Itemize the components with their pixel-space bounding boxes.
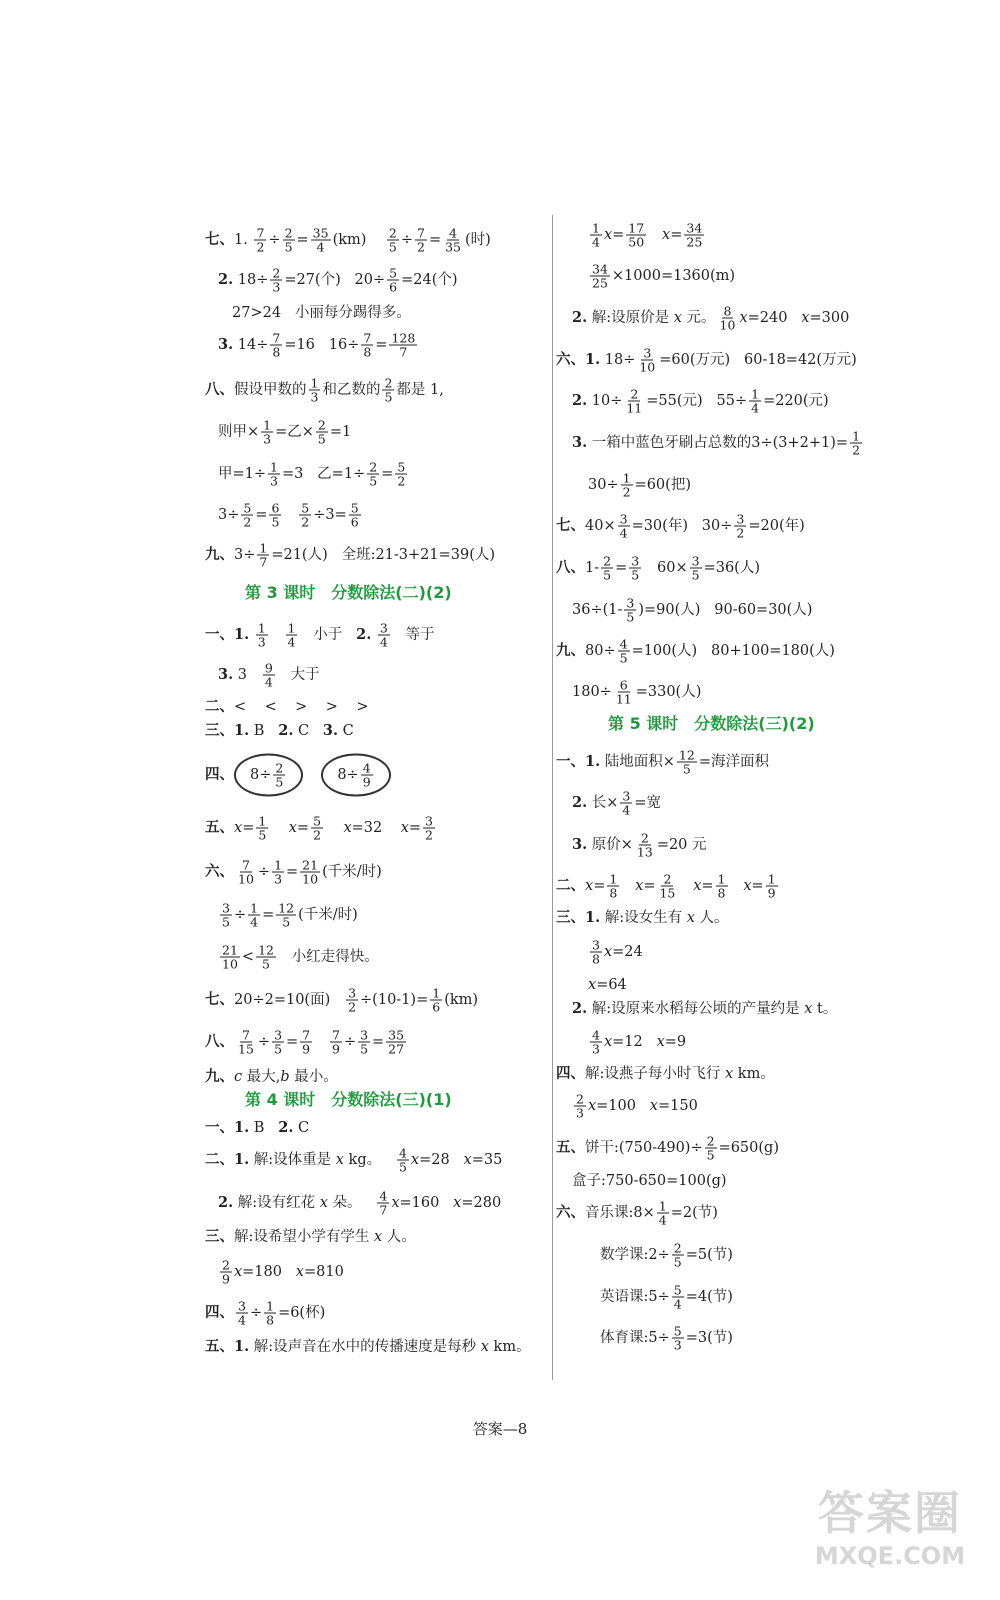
answer-line: $\frac{3}{8}$ x=24	[592, 937, 643, 967]
section-label: 八、	[556, 559, 585, 576]
answer-line: $\frac{3}{5}$ ÷ $\frac{1}{4}$ = $\frac{12}{5}$ (千米/时)	[222, 900, 358, 930]
section-label: 一、	[556, 753, 585, 770]
section-label: 五、	[205, 819, 234, 836]
answer-line: 四、解:设燕子每小时飞行 x km。	[556, 1065, 775, 1082]
column-divider	[552, 215, 553, 1380]
answer-line: 二、< < > > >	[205, 698, 369, 715]
answer-line: 三、1. B 2. C 3. C	[205, 722, 354, 739]
answer-line: 36÷(1- $\frac{3}{5}$ )=90(人) 90-60=30(人)	[572, 595, 813, 625]
answer-line: 2. 解:设原来水稻每公顷的产量约是 x t。	[572, 1000, 838, 1017]
section-label: 四、	[556, 1065, 585, 1082]
answer-line: 八、假设甲数的 $\frac{1}{3}$ 和乙数的 $\frac{2}{5}$ 都是 1,	[205, 375, 444, 405]
answer-line: 2. 长× $\frac{3}{4}$ =宽	[572, 788, 662, 818]
answer-line: 一、1. 陆地面积× $\frac{12}{5}$ =海洋面积	[556, 747, 769, 777]
answer-line: 一、1. B 2. C	[205, 1119, 310, 1136]
answer-line: 甲=1÷ $\frac{1}{3}$ =3 乙=1÷ $\frac{2}{5}$ = $\frac{5}{2}$	[218, 459, 406, 489]
section-label: 九、	[205, 546, 234, 563]
answer-line: 3. 原价× $\frac{2}{13}$ =20 元	[572, 830, 707, 860]
watermark-logo	[790, 1485, 990, 1595]
answer-line: $\frac{1}{4}$ x= $\frac{17}{50}$ x= $\frac{34}{25}$	[592, 220, 703, 250]
answer-line: 3. 14÷ $\frac{7}{8}$ =16 16÷ $\frac{7}{8}$ = $\frac{128}{7}$	[218, 330, 416, 360]
answer-line: 八、1- $\frac{2}{5}$ = $\frac{3}{5}$ 60× $\frac{3}{5}$ =36(人)	[556, 553, 760, 583]
section-label: 九、	[556, 642, 585, 659]
section-label: 七、	[205, 991, 234, 1008]
section-label: 二、	[205, 1151, 234, 1168]
section-label: 三、	[556, 909, 585, 926]
answer-line: 180÷ $\frac{6}{11}$ =330(人)	[572, 677, 702, 707]
page-footer: 答案—8	[472, 1420, 528, 1438]
answer-line: 八、 $\frac{7}{15}$ ÷ $\frac{3}{5}$ = $\frac{7}{9}$ $\frac{7}{9}$ ÷ $\frac{3}{5}$ = $\frac{35}{27}$	[205, 1027, 405, 1057]
lesson-heading-5: 第 5 课时 分数除法(三)(2)	[608, 714, 815, 733]
left-column	[0, 0, 548, 1400]
section-label: 三、	[205, 1228, 234, 1245]
answer-line: 七、1. $\frac{7}{2}$ ÷ $\frac{2}{5}$ = $\frac{35}{4}$ (km) $\frac{2}{5}$ ÷ $\frac{7}{2}$ = $\frac{4}{35}$ (时)	[205, 225, 491, 255]
answer-line: 二、1. 解:设体重是 x kg。 $\frac{4}{5}$ x=28 x=35	[205, 1145, 503, 1175]
answer-line: 九、c 最大,b 最小。	[205, 1068, 338, 1085]
answer-line: $\frac{21}{10}$ < $\frac{12}{5}$ 小红走得快。	[222, 942, 379, 972]
right-column	[555, 0, 1000, 1400]
answer-line: 三、1. 解:设女生有 x 人。	[556, 909, 729, 926]
watermark-url: MXQE.COM	[814, 1542, 966, 1570]
answer-line: 3÷ $\frac{5}{2}$ = $\frac{6}{5}$ $\frac{5}{2}$ ÷3= $\frac{5}{6}$	[218, 500, 359, 530]
answer-line: $\frac{2}{9}$ x=180 x=810	[222, 1257, 344, 1287]
section-label: 四、	[205, 766, 234, 783]
answer-line: 四、 $\frac{3}{4}$ ÷ $\frac{1}{8}$ =6(杯)	[205, 1298, 326, 1328]
section-label: 六、	[556, 351, 585, 368]
answer-line: 3. 3 $\frac{9}{4}$ 大于	[218, 660, 320, 690]
answer-line: 九、80÷ $\frac{4}{5}$ =100(人) 80+100=180(人)	[556, 636, 835, 666]
answer-line: 英语课:5÷ $\frac{5}{4}$ =4(节)	[600, 1282, 733, 1312]
answer-line: 30÷ $\frac{1}{2}$ =60(把)	[588, 470, 691, 500]
section-label: 四、	[205, 1304, 234, 1321]
answer-line: 体育课:5÷ $\frac{5}{3}$ =3(节)	[600, 1323, 733, 1353]
answer-line: $\frac{4}{3}$ x=12 x=9	[592, 1027, 687, 1057]
section-label: 六、	[556, 1204, 585, 1221]
answer-line: 盒子:750-650=100(g)	[572, 1173, 727, 1189]
answer-line: 数学课:2÷ $\frac{2}{5}$ =5(节)	[600, 1240, 733, 1270]
answer-line: 五、饼干:(750-490)÷ $\frac{2}{5}$ =650(g)	[556, 1133, 779, 1163]
section-label: 八、	[205, 1033, 234, 1050]
section-label: 六、	[205, 863, 234, 880]
watermark-logo-text: 答案圈	[818, 1486, 962, 1540]
lesson-heading-3: 第 3 课时 分数除法(二)(2)	[245, 583, 452, 602]
answer-line: 2. 解:设原价是 x 元。 $\frac{8}{10}$ x=240 x=300	[572, 303, 850, 333]
section-label: 七、	[205, 231, 234, 248]
answer-line: 九、3÷ $\frac{1}{7}$ =21(人) 全班:21-3+21=39(人)	[205, 540, 496, 570]
answer-line: 六、 $\frac{7}{10}$ ÷ $\frac{1}{3}$ = $\frac{21}{10}$ (千米/时)	[205, 857, 382, 887]
answer-line: $\frac{34}{25}$ ×1000=1360(m)	[592, 261, 736, 291]
section-label: 一、	[205, 626, 234, 643]
section-label: 一、	[205, 1119, 234, 1136]
section-label: 二、	[205, 698, 234, 715]
answer-line: $\frac{2}{3}$ x=100 x=150	[576, 1091, 698, 1121]
section-label: 七、	[556, 517, 585, 534]
section-label: 三、	[205, 722, 234, 739]
answer-line: 2. 解:设有红花 x 朵。 $\frac{4}{7}$ x=160 x=280	[218, 1188, 502, 1218]
answer-line: 27>24 小丽每分踢得多。	[232, 305, 411, 321]
answer-line: 二、x= $\frac{1}{8}$ x= $\frac{2}{15}$ x= $\frac{1}{8}$ x= $\frac{1}{9}$	[556, 871, 776, 901]
answer-line: 七、40× $\frac{3}{4}$ =30(年) 30÷ $\frac{3}{2}$ =20(年)	[556, 511, 805, 541]
answer-line: 四、 8÷ $\frac{2}{5}$ 8÷ $\frac{4}{9}$	[205, 754, 409, 797]
section-label: 五、	[205, 1338, 234, 1355]
answer-line: 2. 18÷ $\frac{2}{3}$ =27(个) 20÷ $\frac{5}{6}$ =24(个)	[218, 265, 458, 295]
section-label: 八、	[205, 381, 234, 398]
answer-line: 七、20÷2=10(面) $\frac{3}{2}$ ÷(10-1)= $\frac{1}{6}$ (km)	[205, 985, 479, 1015]
answer-line: 六、1. 18÷ $\frac{3}{10}$ =60(万元) 60-18=42(万元)	[556, 345, 857, 375]
answer-line: 三、解:设希望小学有学生 x 人。	[205, 1228, 416, 1245]
section-label: 五、	[556, 1139, 585, 1156]
section-label: 二、	[556, 877, 585, 894]
answer-line: 一、1. $\frac{1}{3}$ $\frac{1}{4}$ 小于 2. $\frac{3}{4}$ 等于	[205, 620, 435, 650]
answer-line: 五、x= $\frac{1}{5}$ x= $\frac{5}{2}$ x=32 x= $\frac{3}{2}$	[205, 813, 433, 843]
answer-line: 五、1. 解:设声音在水中的传播速度是每秒 x km。	[205, 1338, 531, 1355]
answer-line: 六、音乐课:8× $\frac{1}{4}$ =2(节)	[556, 1198, 718, 1228]
answer-line: 2. 10÷ $\frac{2}{11}$ =55(元) 55÷ $\frac{1}{4}$ =220(元)	[572, 386, 829, 416]
section-label: 九、	[205, 1068, 234, 1085]
answer-line: 3. 一箱中蓝色牙刷占总数的3÷(3+2+1)= $\frac{1}{2}$	[572, 428, 861, 458]
lesson-heading-4: 第 4 课时 分数除法(三)(1)	[245, 1090, 452, 1109]
answer-line: x=64	[588, 977, 627, 993]
answer-line: 则甲× $\frac{1}{3}$ =乙× $\frac{2}{5}$ =1	[218, 417, 352, 447]
